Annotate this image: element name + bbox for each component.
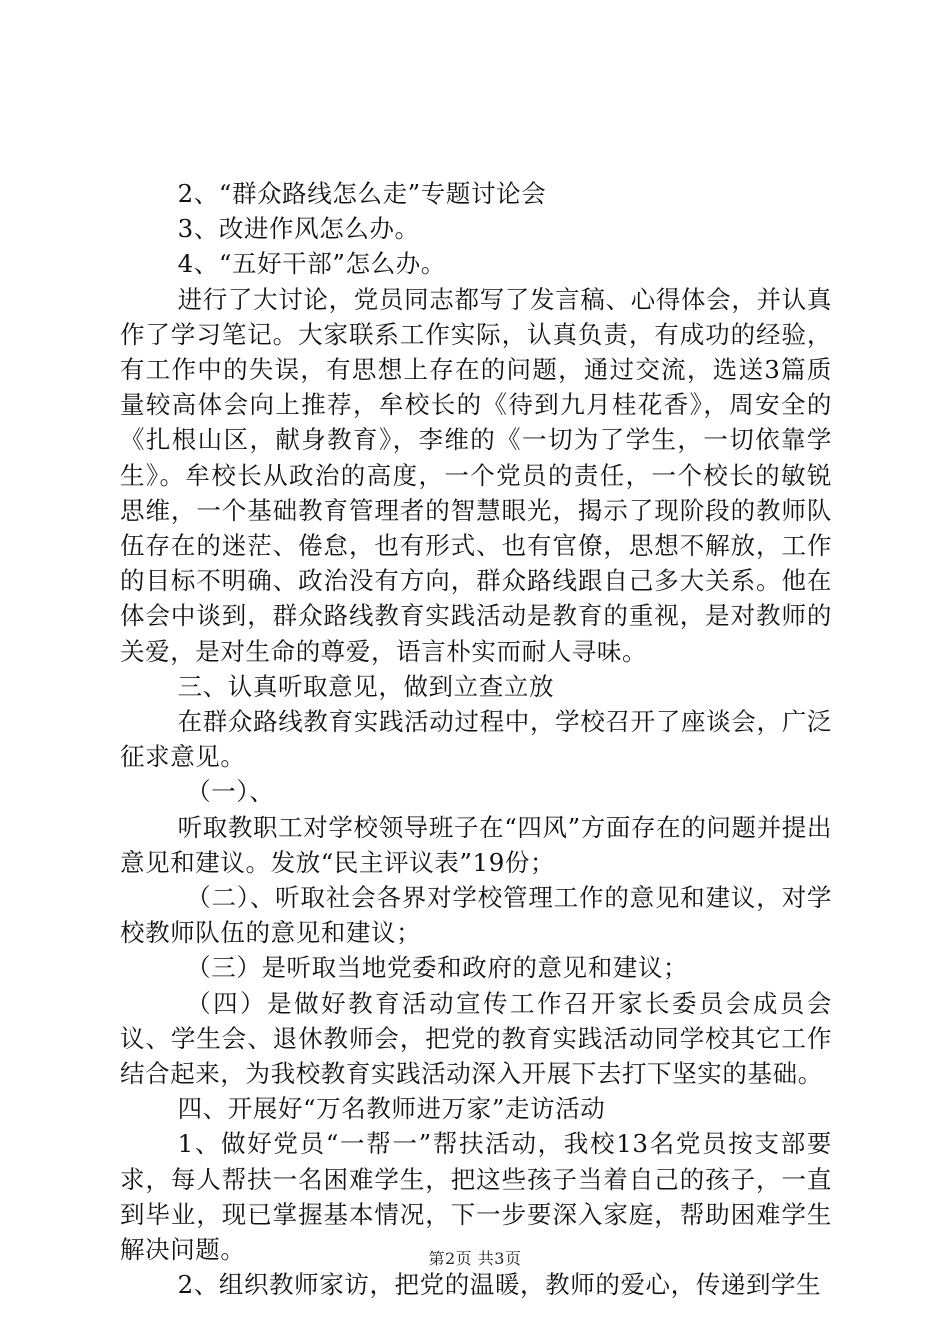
- document-body: [120, 176, 832, 1303]
- page-footer: 第2页 共3页: [428, 1249, 522, 1268]
- paragraph-sub-1-content: 听取教职工对学校领导班子在“四风”方面存在的问题并提出意见和建议。发放“民主评议表”19份；: [120, 812, 832, 877]
- paragraph-item-2-discussion: 2、“群众路线怎么走”专题讨论会: [177, 179, 547, 208]
- paragraph-sub-4: （四）是做好教育活动宣传工作召开家长委员会成员会议、学生会、退休教师会，把党的教育实践活动同学校其它工作结合起来，为我校教育实践活动深入开展下去打下坚实的基础。: [120, 988, 832, 1089]
- paragraph-seminar: 在群众路线教育实践活动过程中，学校召开了座谈会，广泛征求意见。: [120, 707, 832, 772]
- paragraph-item-3-style: 3、改进作风怎么办。: [177, 214, 420, 244]
- paragraph-item-4-cadre: 4、“五好干部”怎么办。: [177, 249, 446, 279]
- paragraph-discussion-summary: 进行了大讨论，党员同志都写了发言稿、心得体会，并认真作了学习笔记。大家联系工作实际，认真负责，有成功的经验，有工作中的失误，有思想上存在的问题，通过交流，选送3篇质量较高体会向上推荐，牟校长的《待到九月桂花香》，周安全的《扎根山区，献身教育》，李维的《一切为了学生，一切依靠学生》。牟校长从政治的高度，一个党员的责任，一个校长的敏锐思维，一个基础教育管理者的智慧眼光，揭示了现阶段的教师队伍存在的迷茫、倦怠，也有形式、也有官僚，思想不解放，工作的目标不明确、政治没有方向，群众路线跟自己多大关系。他在体会中谈到，群众路线教育实践活动是教育的重视，是对教师的关爱，是对生命的尊爱，语言朴实而耐人寻味。: [120, 284, 832, 666]
- paragraph-item-1-help: 1、做好党员“一帮一”帮扶活动，我校13名党员按支部要求，每人帮扶一名困难学生，把这些孩子当着自己的孩子，一直到毕业，现已掌握基本情况，下一步要深入家庭，帮助困难学生解决问题。: [120, 1129, 832, 1265]
- paragraph-item-2-home-visit: 2、组织教师家访，把党的温暖，教师的爱心，传递到学生: [177, 1270, 822, 1300]
- paragraph-sub-3: （三）是听取当地党委和政府的意见和建议；: [186, 953, 689, 983]
- paragraph-sub-2: （二）、听取社会各界对学校管理工作的意见和建议，对学校教师队伍的意见和建议；: [120, 883, 832, 948]
- section-heading-3: 三、认真听取意见，做到立查立放: [177, 671, 555, 701]
- section-heading-4: 四、开展好“万名教师进万家”走访活动: [177, 1094, 606, 1124]
- paragraph-sub-1-label: （一）、: [186, 777, 275, 807]
